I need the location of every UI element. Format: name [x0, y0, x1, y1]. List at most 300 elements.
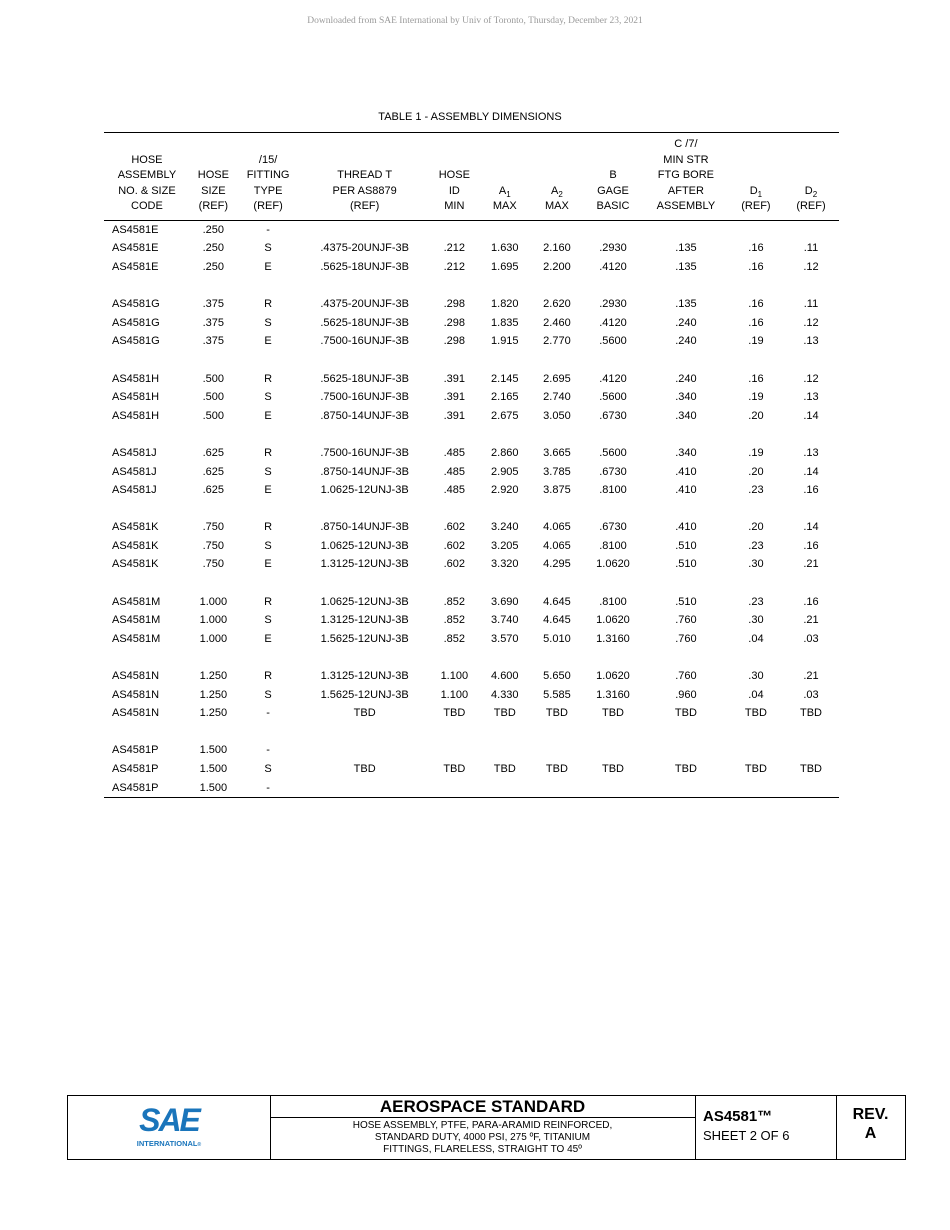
table-cell: .13	[803, 391, 819, 404]
table-cell: 2.860	[491, 446, 519, 459]
table-cell	[299, 220, 430, 239]
table-cell: TBD	[674, 763, 697, 776]
table-cell: .14	[803, 409, 819, 422]
sae-logo-cell	[68, 1096, 271, 1159]
table-cell: TBD	[353, 763, 376, 776]
table-cell: TBD	[799, 707, 822, 720]
table-cell: AS4581K	[112, 539, 159, 552]
table-row	[104, 611, 839, 630]
col-hose-id-header: HOSE ID MIN	[430, 133, 479, 221]
table-cell: AS4581P	[112, 763, 159, 776]
document-number-cell	[695, 1096, 837, 1159]
table-cell: E	[264, 632, 272, 645]
table-cell: .4375-20UNJF-3B	[320, 298, 409, 311]
table-cell: S	[264, 539, 272, 552]
table-cell: R	[264, 446, 273, 459]
table-cell: R	[264, 521, 273, 534]
table-cell: 2.160	[543, 242, 571, 255]
table-cell	[479, 741, 531, 760]
table-cell: AS4581M	[112, 595, 161, 608]
table-cell: .30	[748, 558, 764, 571]
table-cell: 1.3160	[596, 688, 630, 701]
table-cell: .13	[803, 446, 819, 459]
table-cell: .760	[675, 632, 697, 645]
table-cell: 1.3160	[596, 632, 630, 645]
table-cell: AS4581K	[112, 558, 159, 571]
table-cell	[299, 741, 430, 760]
col-d2-header: $D_2$ (REF)	[783, 133, 839, 221]
table-cell: 3.320	[491, 558, 519, 571]
table-cell: 1.000	[199, 595, 228, 608]
table-cell	[783, 741, 839, 760]
table-cell	[479, 778, 531, 797]
table-cell: 5.010	[543, 632, 571, 645]
table-cell: .250	[202, 223, 225, 236]
table-cell: .391	[443, 391, 466, 404]
group-spacer	[104, 574, 839, 593]
table-cell: E	[264, 558, 272, 571]
table-title: TABLE 1 - ASSEMBLY DIMENSIONS	[378, 111, 562, 123]
table-row	[104, 555, 839, 574]
table-cell: .20	[748, 521, 764, 534]
revision-cell	[836, 1096, 905, 1159]
table-cell: 4.330	[491, 688, 519, 701]
table-row	[104, 239, 839, 258]
table-cell: 1.3125-12UNJ-3B	[320, 670, 409, 683]
table-cell: .16	[748, 372, 764, 385]
table-cell: .760	[675, 670, 697, 683]
table-cell: TBD	[545, 763, 568, 776]
table-cell: AS4581J	[112, 484, 157, 497]
table-cell: .298	[443, 335, 466, 348]
table-cell: .485	[443, 465, 466, 478]
table-cell: .19	[748, 335, 764, 348]
table-cell: .750	[202, 539, 225, 552]
table-row	[104, 778, 839, 797]
col-b-gage-header: B GAGE BASIC	[583, 133, 643, 221]
table-cell: .410	[675, 484, 697, 497]
svg-text:SAE: SAE	[139, 1102, 199, 1138]
table-cell	[783, 778, 839, 797]
table-cell: 3.665	[543, 446, 571, 459]
description-line-1: HOSE ASSEMBLY, PTFE, PARA-ARAMID REINFORCED,	[352, 1120, 613, 1131]
table-cell: .250	[202, 242, 225, 255]
table-cell: -	[266, 223, 270, 236]
table-cell: 1.695	[491, 260, 519, 273]
table-row	[104, 258, 839, 277]
table-cell	[729, 778, 783, 797]
table-cell: 3.785	[543, 465, 571, 478]
table-cell	[643, 741, 729, 760]
table-cell: TBD	[601, 763, 624, 776]
table-cell	[299, 778, 430, 797]
table-cell: 2.905	[491, 465, 519, 478]
group-spacer	[104, 276, 839, 295]
table-row	[104, 444, 839, 463]
table-cell: TBD	[443, 763, 466, 776]
table-cell: 3.570	[491, 632, 519, 645]
table-cell: TBD	[493, 707, 516, 720]
table-cell	[430, 220, 479, 239]
table-cell: 4.600	[491, 670, 519, 683]
table-row	[104, 667, 839, 686]
description-line-2: STANDARD DUTY, 4000 PSI, 275 ºF, TITANIUM	[374, 1132, 591, 1143]
table-cell: 1.500	[199, 763, 228, 776]
col-d1-header: $D_1$ (REF)	[729, 133, 783, 221]
table-cell: .750	[202, 521, 225, 534]
col-fitting-type-header: /15/ FITTING TYPE (REF)	[237, 133, 300, 221]
table-cell: S	[264, 688, 272, 701]
table-cell: .16	[803, 595, 819, 608]
table-cell: AS4581H	[112, 409, 160, 422]
table-cell: AS4581H	[112, 372, 160, 385]
table-cell: .135	[675, 242, 697, 255]
table-cell: 2.200	[543, 260, 571, 273]
table-cell: TBD	[799, 763, 822, 776]
table-cell: AS4581G	[112, 316, 160, 329]
table-row	[104, 220, 839, 239]
table-cell: .340	[675, 391, 697, 404]
table-cell: .852	[443, 632, 466, 645]
table-cell: 1.630	[491, 242, 519, 255]
table-cell: .14	[803, 465, 819, 478]
table-cell	[729, 220, 783, 239]
table-cell: 1.250	[199, 707, 228, 720]
table-cell: .04	[748, 632, 764, 645]
table-cell: .8100	[599, 539, 627, 552]
table-cell: AS4581J	[112, 446, 157, 459]
table-cell: -	[266, 744, 270, 757]
table-cell: .8100	[599, 595, 627, 608]
standard-type: AEROSPACE STANDARD	[270, 1096, 695, 1118]
table-row	[104, 481, 839, 500]
table-cell: .852	[443, 595, 466, 608]
svg-text:INTERNATIONAL®: INTERNATIONAL®	[136, 1139, 202, 1148]
table-header-row	[104, 133, 839, 221]
table-cell: .391	[443, 409, 466, 422]
table-cell: 2.675	[491, 409, 519, 422]
table-cell	[643, 778, 729, 797]
col-hose-size-header: HOSE SIZE (REF)	[190, 133, 237, 221]
group-spacer	[104, 723, 839, 742]
table-row	[104, 741, 839, 760]
table-cell	[430, 741, 479, 760]
table-cell: 1.835	[491, 316, 519, 329]
sheet-number: SHEET 2 OF 6	[703, 1128, 790, 1143]
table-cell: .8750-14UNJF-3B	[320, 409, 409, 422]
table-cell: .5625-18UNJF-3B	[320, 260, 409, 273]
table-cell: .298	[443, 298, 466, 311]
table-cell: .760	[675, 614, 697, 627]
table-cell: .410	[675, 465, 697, 478]
table-cell: .135	[675, 298, 697, 311]
table-cell: .14	[803, 521, 819, 534]
table-cell	[783, 220, 839, 239]
col-a2-header: $A_2$ MAX	[531, 133, 583, 221]
table-cell: .6730	[599, 521, 627, 534]
assembly-dimensions-table	[104, 132, 839, 798]
table-cell: 1.0625-12UNJ-3B	[320, 595, 409, 608]
table-cell: AS4581G	[112, 298, 160, 311]
table-row	[104, 518, 839, 537]
table-cell: .5600	[599, 335, 627, 348]
table-cell: E	[264, 335, 272, 348]
table-cell: S	[264, 391, 272, 404]
table-cell: .485	[443, 446, 466, 459]
table-row	[104, 388, 839, 407]
table-cell: .23	[748, 539, 764, 552]
table-cell: .375	[202, 298, 225, 311]
table-cell: .4120	[599, 260, 627, 273]
table-cell	[583, 220, 643, 239]
table-row	[104, 704, 839, 723]
table-cell: .6730	[599, 409, 627, 422]
table-row	[104, 332, 839, 351]
table-cell: AS4581M	[112, 614, 161, 627]
table-cell: .510	[675, 539, 697, 552]
table-cell: 4.645	[543, 595, 571, 608]
table-cell: 3.740	[491, 614, 519, 627]
table-cell: .500	[202, 409, 225, 422]
table-cell: .485	[443, 484, 466, 497]
table-cell: 1.5625-12UNJ-3B	[320, 632, 409, 645]
table-cell: .5625-18UNJF-3B	[320, 372, 409, 385]
table-cell: 2.695	[543, 372, 571, 385]
table-cell: TBD	[493, 763, 516, 776]
table-cell: .7500-16UNJF-3B	[320, 335, 409, 348]
table-cell: -	[266, 707, 270, 720]
table-cell: .6730	[599, 465, 627, 478]
table-cell: AS4581E	[112, 242, 159, 255]
table-cell: .298	[443, 316, 466, 329]
table-cell	[430, 778, 479, 797]
table-row	[104, 369, 839, 388]
table-cell: .16	[748, 298, 764, 311]
table-cell: .391	[443, 372, 466, 385]
table-cell: TBD	[744, 763, 767, 776]
table-cell: 2.460	[543, 316, 571, 329]
col-thread-header: THREAD T PER AS8879 (REF)	[299, 133, 430, 221]
table-cell: .11	[803, 242, 819, 255]
table-cell: S	[264, 763, 272, 776]
table-cell: E	[264, 484, 272, 497]
table-cell: 1.5625-12UNJ-3B	[320, 688, 409, 701]
table-cell: S	[264, 316, 272, 329]
table-cell: AS4581H	[112, 391, 160, 404]
table-cell: .16	[748, 316, 764, 329]
table-cell: 3.050	[543, 409, 571, 422]
download-watermark: Downloaded from SAE International by Univ of Toronto, Thursday, December 23, 2021	[307, 16, 643, 26]
revision-value: A	[864, 1125, 877, 1142]
table-cell: .250	[202, 260, 225, 273]
standard-title-cell	[270, 1096, 696, 1159]
table-cell: AS4581G	[112, 335, 160, 348]
table-cell: .16	[748, 242, 764, 255]
table-cell: S	[264, 242, 272, 255]
table-cell: .03	[803, 688, 819, 701]
table-row	[104, 760, 839, 779]
table-cell: .4120	[599, 372, 627, 385]
table-cell: .12	[803, 316, 819, 329]
table-cell: -	[237, 778, 300, 797]
table-cell: AS4581P	[104, 778, 190, 797]
table-cell	[643, 220, 729, 239]
table-cell: .23	[748, 595, 764, 608]
table-cell	[531, 220, 583, 239]
table-cell: .212	[443, 242, 466, 255]
table-cell: 2.740	[543, 391, 571, 404]
table-cell: S	[264, 465, 272, 478]
table-cell: .240	[675, 316, 697, 329]
table-cell: R	[264, 372, 273, 385]
table-cell: .7500-16UNJF-3B	[320, 446, 409, 459]
table-cell: 2.770	[543, 335, 571, 348]
table-cell: 1.100	[440, 670, 469, 683]
table-cell: .375	[202, 316, 225, 329]
table-cell: AS4581M	[112, 632, 161, 645]
table-cell	[729, 741, 783, 760]
table-cell: AS4581K	[112, 521, 159, 534]
table-cell: 1.0620	[596, 670, 630, 683]
table-cell: .960	[675, 688, 697, 701]
table-cell: R	[264, 595, 273, 608]
table-cell: AS4581E	[112, 260, 159, 273]
table-cell: 3.240	[491, 521, 519, 534]
table-cell: .16	[803, 484, 819, 497]
table-cell: .03	[803, 632, 819, 645]
table-cell: .602	[443, 539, 466, 552]
table-cell: AS4581N	[112, 707, 160, 720]
table-cell: .30	[748, 614, 764, 627]
table-cell: .135	[675, 260, 697, 273]
col-assembly-code-header: HOSE ASSEMBLY NO. & SIZE CODE	[104, 133, 190, 221]
table-cell: 4.065	[543, 539, 571, 552]
table-row	[104, 462, 839, 481]
table-cell: TBD	[744, 707, 767, 720]
table-cell: .5625-18UNJF-3B	[320, 316, 409, 329]
table-cell: 1.000	[199, 632, 228, 645]
table-cell: TBD	[601, 707, 624, 720]
table-cell: .16	[748, 260, 764, 273]
table-cell: .2930	[599, 298, 627, 311]
table-row	[104, 295, 839, 314]
table-cell: .4375-20UNJF-3B	[320, 242, 409, 255]
table-cell: .21	[803, 670, 819, 683]
table-cell: .8750-14UNJF-3B	[320, 521, 409, 534]
table-cell: 5.650	[543, 670, 571, 683]
table-cell: .21	[803, 614, 819, 627]
table-cell: .410	[675, 521, 697, 534]
table-cell: R	[264, 670, 273, 683]
table-cell: .340	[675, 409, 697, 422]
table-cell: .625	[202, 465, 225, 478]
table-cell: .16	[803, 539, 819, 552]
table-cell: 1.0620	[596, 558, 630, 571]
table-cell: .20	[748, 409, 764, 422]
table-cell: 5.585	[543, 688, 571, 701]
table-cell: 1.000	[199, 614, 228, 627]
table-cell: 4.295	[543, 558, 571, 571]
table-row	[104, 630, 839, 649]
table-cell: .20	[748, 465, 764, 478]
table-cell: 4.065	[543, 521, 571, 534]
table-row	[104, 406, 839, 425]
col-a1-header: $A_1$ MAX	[479, 133, 531, 221]
table-cell: .12	[803, 372, 819, 385]
table-cell: 1.0625-12UNJ-3B	[320, 484, 409, 497]
table-cell	[531, 778, 583, 797]
revision-label: REV.	[852, 1106, 889, 1123]
table-cell: AS4581P	[112, 744, 159, 757]
table-cell: 2.165	[491, 391, 519, 404]
table-cell: E	[264, 260, 272, 273]
table-cell: .625	[202, 446, 225, 459]
table-cell: R	[264, 298, 273, 311]
table-cell: .602	[443, 521, 466, 534]
table-cell: .04	[748, 688, 764, 701]
table-cell	[583, 741, 643, 760]
table-cell: .625	[202, 484, 225, 497]
table-cell: 2.145	[491, 372, 519, 385]
table-cell: 1.100	[440, 688, 469, 701]
table-cell: 1.0625-12UNJ-3B	[320, 539, 409, 552]
table-cell: .602	[443, 558, 466, 571]
table-row	[104, 592, 839, 611]
table-cell: .510	[675, 558, 697, 571]
table-cell: 2.620	[543, 298, 571, 311]
table-cell: .212	[443, 260, 466, 273]
table-cell: .11	[803, 298, 819, 311]
table-cell: 1.915	[491, 335, 519, 348]
document-number: AS4581™	[703, 1108, 773, 1125]
table-cell	[479, 220, 531, 239]
table-cell: AS4581E	[112, 223, 159, 236]
table-cell: E	[264, 409, 272, 422]
table-cell: 1.3125-12UNJ-3B	[320, 558, 409, 571]
description-line-3: FITTINGS, FLARELESS, STRAIGHT TO 45º	[383, 1144, 582, 1155]
title-block	[67, 1095, 906, 1160]
table-cell: 1.3125-12UNJ-3B	[320, 614, 409, 627]
table-cell: .30	[748, 670, 764, 683]
group-spacer	[104, 648, 839, 667]
table-cell: .2930	[599, 242, 627, 255]
table-row	[104, 537, 839, 556]
table-cell: 1.0620	[596, 614, 630, 627]
table-cell: 1.820	[491, 298, 519, 311]
group-spacer	[104, 351, 839, 370]
table-cell: .852	[443, 614, 466, 627]
table-cell	[531, 741, 583, 760]
table-cell: .7500-16UNJF-3B	[320, 391, 409, 404]
table-cell: AS4581N	[112, 670, 160, 683]
table-cell: .23	[748, 484, 764, 497]
table-cell: .21	[803, 558, 819, 571]
table-cell: 4.645	[543, 614, 571, 627]
table-cell: .12	[803, 260, 819, 273]
table-cell: .375	[202, 335, 225, 348]
table-cell: .13	[803, 335, 819, 348]
table-cell: .240	[675, 335, 697, 348]
table-cell: TBD	[545, 707, 568, 720]
table-cell: .750	[202, 558, 225, 571]
table-cell: .4120	[599, 316, 627, 329]
table-cell: 1.250	[199, 688, 228, 701]
table-cell: .5600	[599, 446, 627, 459]
standard-description	[270, 1118, 695, 1156]
group-spacer	[104, 499, 839, 518]
table-cell: TBD	[674, 707, 697, 720]
table-cell: S	[264, 614, 272, 627]
